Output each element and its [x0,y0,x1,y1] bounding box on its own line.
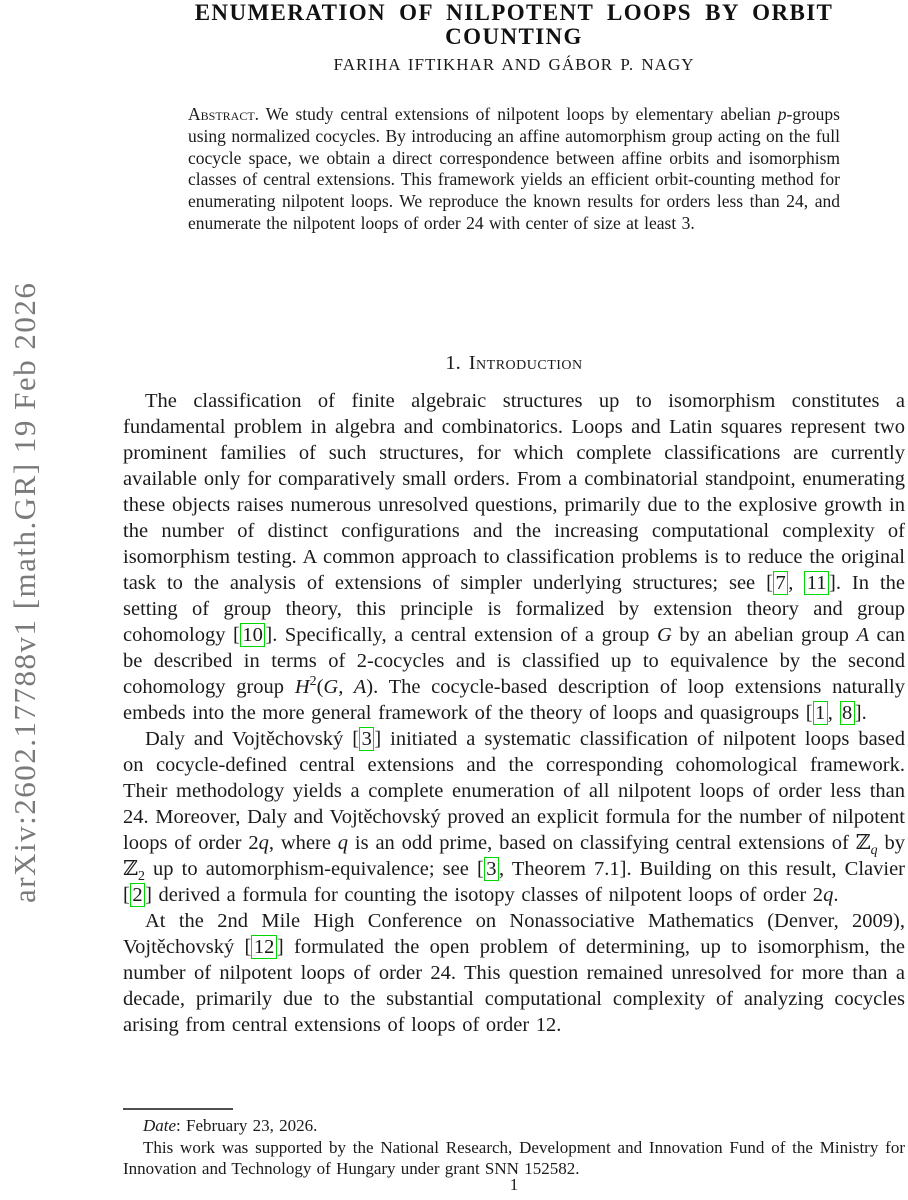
citation-link[interactable]: 8 [840,701,855,725]
citation-link[interactable]: 7 [773,571,788,595]
citation-link[interactable]: 1 [813,701,828,725]
authors-line: FARIHA IFTIKHAR AND GÁBOR P. NAGY [333,55,695,74]
section-heading [123,351,905,375]
text-run: by ℤ [123,832,905,880]
footnote-date [123,1115,905,1137]
section-title: Introduction [468,352,583,374]
math-var: G [656,624,672,646]
math-var: A [856,624,869,646]
text-run: , [827,702,840,724]
text-run: ]. In the setting of group theory, this principle is formalized by extension theory and group cohomology [ [123,572,905,646]
math-var: q [258,832,269,854]
math-var: G, A [323,676,367,698]
footnote-rule [123,1108,233,1110]
intro-paragraph-1 [123,388,905,726]
text-run: We study central extensions of nilpotent loops by elementary abelian [259,104,778,124]
math-var: q [823,884,834,906]
subscript: q [870,843,878,859]
text-run: , Theorem 7.1]. Building on this result, Clavier [ [123,858,905,906]
math-var: p [777,104,787,124]
text-run: can be described in terms of 2-cocycles and is classified up to equivalence by the second cohomology group [123,624,905,698]
text-run: ] formulated the open problem of determining, up to isomorphism, the number of nilpotent loops of order 24. This question remained unresolved for more than a decade, primarily due to the substantial computational complexity of analyzing cocycles arising from central extensions of loops of order 12. [123,936,905,1036]
citation-link[interactable]: 11 [804,571,829,595]
text-run: . [833,884,839,906]
text-run: , [788,572,805,594]
subscript: 2 [137,869,145,885]
intro-paragraph-2 [123,726,905,908]
text-column [123,0,905,1200]
section-number: 1. [445,352,461,374]
text-run: ]. [854,702,867,724]
text-run: is an odd prime, based on classifying central extensions of ℤ [348,832,871,854]
citation-link[interactable]: 12 [251,935,277,959]
superscript: 2 [309,674,317,690]
citation-link[interactable]: 3 [484,857,499,881]
abstract-label: Abstract. [188,104,260,124]
text-run: ] initiated a systematic classification of nilpotent loops based on cocycle-defined central extensions and the corresponding cohomological framework. Their methodology yields a complete enumeration of all nilpotent loops of order less than 24. Moreover, Daly and Vojtěchovský proved an explicit formula for the number of nilpotent loops of order 2 [123,728,905,854]
intro-paragraph-3 [123,908,905,1038]
citation-link[interactable]: 2 [130,883,145,907]
text-run: At the 2nd Mile High Conference on Nonassociative Mathematics (Denver, 2009), Vojtěchovský [ [123,910,905,958]
text-run: The classification of finite algebraic structures up to isomorphism constitutes a fundamental problem in algebra and combinatorics. Loops and Latin squares represent two prominent families of such structures, for which complete classifications are currently available only for comparatively small orders. From a combinatorial standpoint, enumerating these objects raises numerous unresolved questions, primarily due to the explosive growth in the number of distinct configurations and the increasing computational complexity of isomorphism testing. A common approach to classification problems is to reduce the original task to the analysis of extensions of simpler underlying structures; see [ [123,390,905,594]
text-run: ]. Specifically, a central extension of a group [265,624,657,646]
text-run: , where [268,832,338,854]
text-run: ). The cocycle-based description of loop extensions naturally embeds into the more general framework of the theory of loops and quasigroups [ [123,676,905,724]
introduction-body [123,388,905,1038]
abstract-text [188,104,840,233]
text-run: -groups using normalized cocycles. By introducing an affine automorphism group acting on the full cocycle space, we obtain a direct correspondence between affine orbits and isomorphism classes of central extensions. This framework yields an efficient orbit-counting method for enumerating nilpotent loops. We reproduce the known results for orders less than 24, and enumerate the nilpotent loops of order 24 with center of size at least 3. [188,104,840,233]
date-value: : February 23, 2026. [176,1116,318,1135]
math-var: q [337,832,349,854]
text-run: up to automorphism-equivalence; see [ [144,858,484,880]
date-label: Date [143,1116,177,1135]
citation-link[interactable]: 3 [359,727,374,751]
page-number: 1 [509,1175,519,1194]
text-run: ] derived a formula for counting the isotopy classes of nilpotent loops of order 2 [145,884,824,906]
paper-title: ENUMERATION OF NILPOTENT LOOPS BY ORBIT COUNTING [194,0,834,49]
arxiv-identifier-stamp: arXiv:2602.17788v1 [math.GR] 19 Feb 2026 [7,281,42,903]
math-var: H [294,676,310,698]
citation-link[interactable]: 10 [240,623,266,647]
text-run: by an abelian group [671,624,857,646]
footnote-block [123,1108,905,1180]
text-run: ( [316,676,324,698]
footnote-funding: This work was supported by the National Research, Development and Innovation Fund of the Ministry for Innovation and Technology of Hungary under grant SNN 152582. [123,1137,905,1178]
abstract-block [188,104,840,235]
text-run: Daly and Vojtěchovský [ [145,728,360,750]
